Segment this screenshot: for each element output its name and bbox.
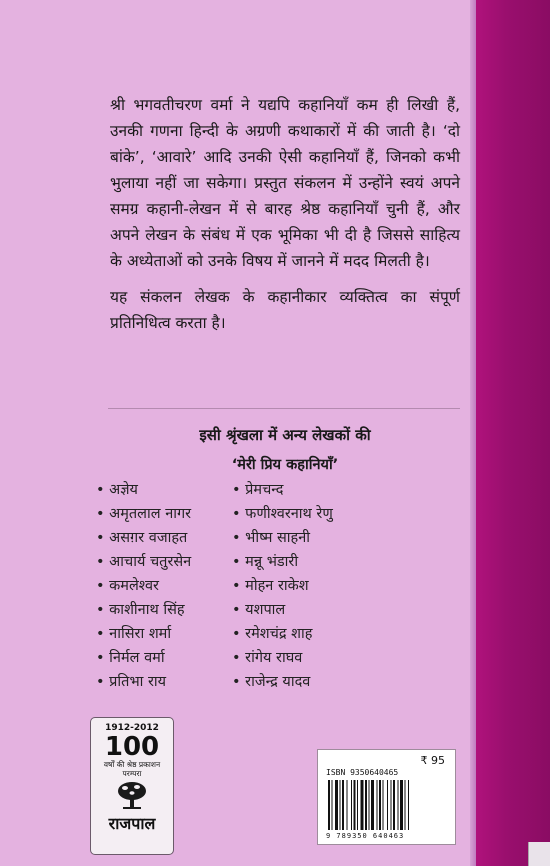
- list-item: • काशीनाथ सिंह: [96, 598, 191, 622]
- publisher-logo-text: राजपाल: [108, 814, 156, 833]
- divider: [108, 408, 460, 409]
- list-item: • रमेशचंद्र शाह: [232, 622, 333, 646]
- isbn-text: ISBN 9350640465: [326, 768, 399, 777]
- list-item: • प्रतिभा राय: [96, 670, 191, 694]
- list-item: • असग़र वजाहत: [96, 526, 191, 550]
- spine-sticker: [528, 842, 550, 866]
- list-item: • अमृतलाल नागर: [96, 502, 191, 526]
- list-item: • रांगेय राघव: [232, 646, 333, 670]
- list-item: • प्रेमचन्द: [232, 478, 333, 502]
- price-label: ₹ 95: [420, 754, 445, 767]
- list-item: • कमलेश्वर: [96, 574, 191, 598]
- list-item: • भीष्म साहनी: [232, 526, 333, 550]
- list-item: • निर्मल वर्मा: [96, 646, 191, 670]
- list-item: • आचार्य चतुरसेन: [96, 550, 191, 574]
- series-heading: इसी श्रृंखला में अन्य लेखकों की: [199, 426, 371, 444]
- blurb-text: [110, 92, 460, 346]
- series-title: ‘मेरी प्रिय कहानियाँ’: [231, 457, 339, 473]
- list-item: • यशपाल: [232, 598, 333, 622]
- badge-years: 1912-2012: [105, 723, 159, 733]
- author-list-right: [232, 478, 333, 694]
- blurb-paragraph-2: यह संकलन लेखक के कहानीकार व्यक्तित्व का संपूर्ण प्रतिनिधित्व करता है।: [110, 288, 460, 332]
- author-list-left: [96, 478, 191, 694]
- publisher-badge: [90, 717, 174, 855]
- list-item: • फणीश्वरनाथ रेणु: [232, 502, 333, 526]
- badge-tagline: वर्षों की श्रेष्ठ प्रकाशन परम्परा: [103, 760, 161, 778]
- badge-number: 100: [104, 732, 160, 762]
- book-spine: [476, 0, 550, 866]
- blurb-paragraph-1: श्री भगवतीचरण वर्मा ने यद्यपि कहानियाँ कम ही लिखी हैं, उनकी गणना हिन्दी के अग्रणी कथाकारों में की जाती है। ‘दो बांके’, ‘आवारे’ आदि उनकी ऐसी कहानियाँ हैं, जिनको कभी भुलाया नहीं जा सकेगा। प्रस्तुत संकलन में उन्होंने स्वयं अपने समग्र कहानी-लेखन में से बारह श्रेष्ठ कहानियाँ चुनी हैं, और अपने लेखन के संबंध में एक भूमिका भी दी है जिससे साहित्य के अध्येताओं को उनके विषय में जानने में मदद मिलती है।: [110, 96, 460, 270]
- list-item: • अज्ञेय: [96, 478, 191, 502]
- list-item: • राजेन्द्र यादव: [232, 670, 333, 694]
- list-item: • मन्नू भंडारी: [232, 550, 333, 574]
- barcode-icon: [326, 780, 446, 834]
- list-item: • नासिरा शर्मा: [96, 622, 191, 646]
- tree-icon: [91, 780, 173, 814]
- barcode-panel: [317, 749, 456, 845]
- list-item: • मोहन राकेश: [232, 574, 333, 598]
- barcode-number: 9 789350 640463: [326, 832, 405, 840]
